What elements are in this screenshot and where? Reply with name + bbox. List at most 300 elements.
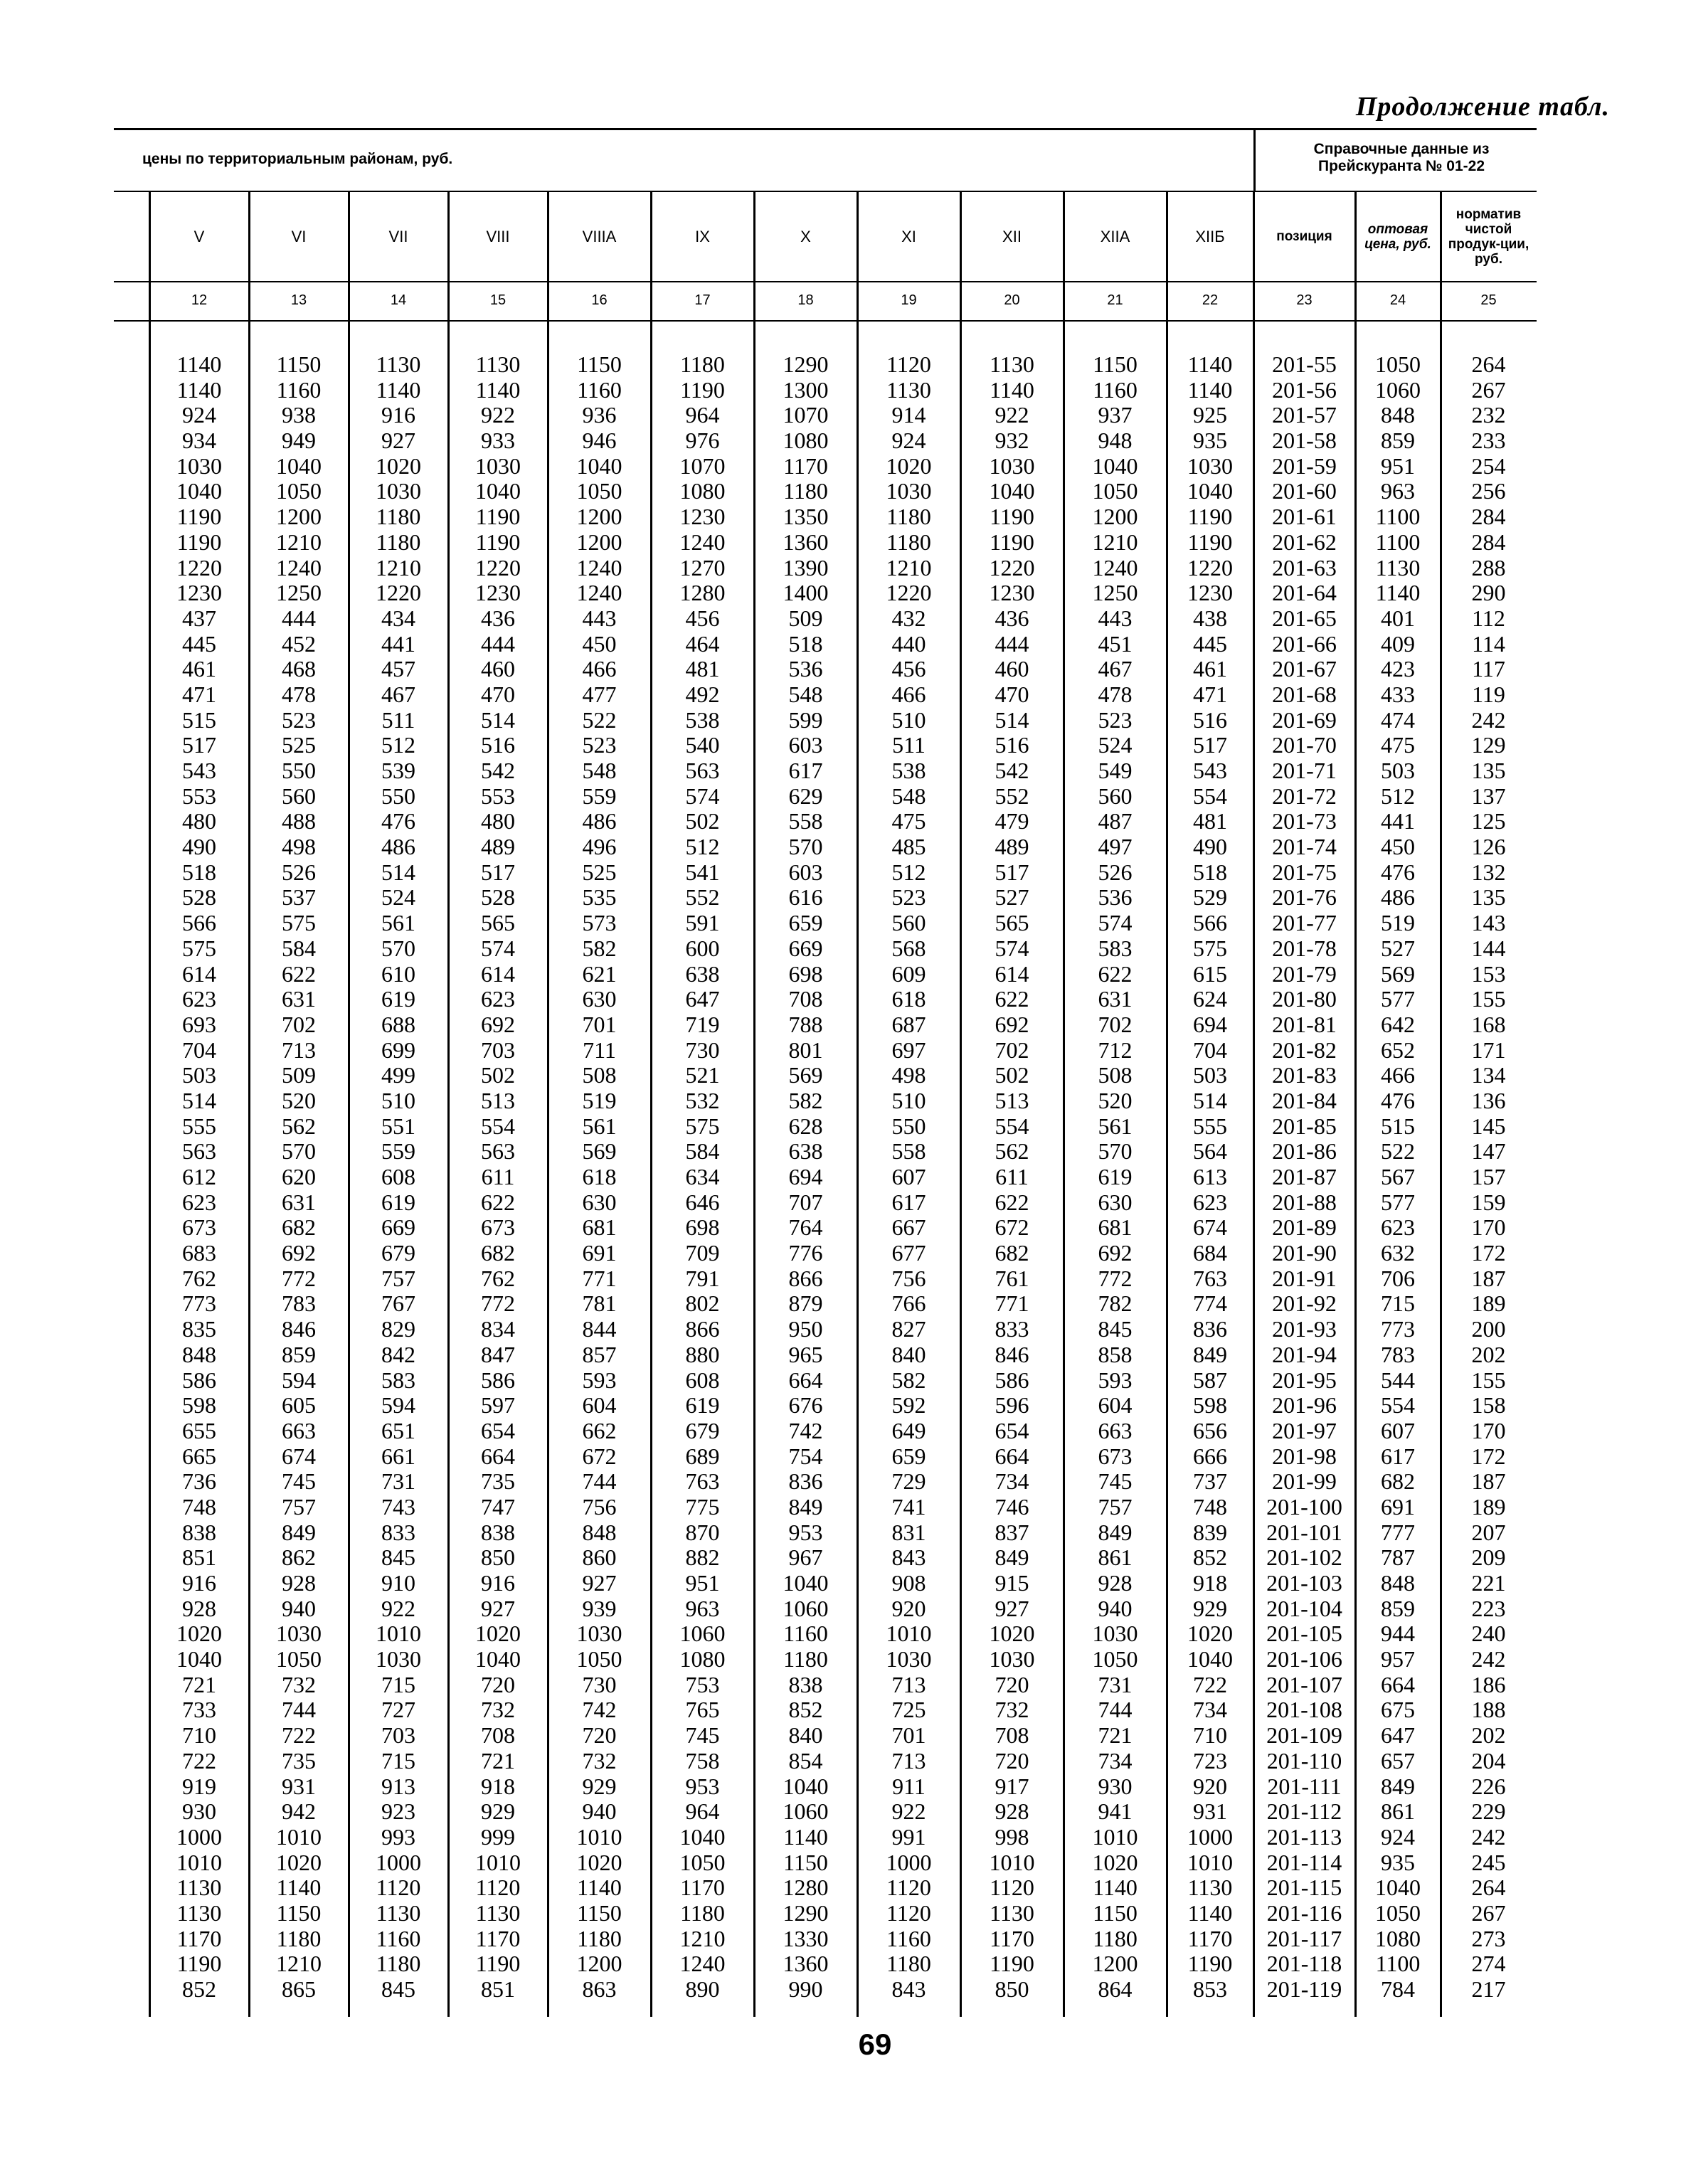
table-cell: 681 [1098, 1214, 1133, 1241]
table-cell: 596 [995, 1392, 1029, 1419]
table-cell: 582 [788, 1087, 823, 1113]
table-cell: 849 [1193, 1341, 1227, 1367]
table-cell: 274 [1471, 1951, 1506, 1977]
table-cell: 836 [788, 1468, 823, 1495]
column-number-3: 14 [390, 292, 407, 308]
table-cell: 1040 [679, 1823, 726, 1850]
table-cell: 476 [381, 808, 415, 834]
table-cell: 946 [582, 428, 617, 454]
table-cell: 657 [1381, 1747, 1415, 1774]
table-cell: 441 [381, 630, 415, 657]
column-header-11: XIIБ [1195, 227, 1225, 245]
table-cell: 1290 [783, 351, 829, 377]
column-number-4: 15 [489, 292, 507, 308]
table-cell: 634 [685, 1164, 720, 1189]
table-cell: 1210 [1092, 529, 1138, 555]
table-cell: 722 [282, 1722, 316, 1749]
table-cell: 743 [381, 1493, 415, 1520]
table-cell: 445 [182, 630, 216, 657]
table-cell: 1150 [276, 351, 322, 377]
table-cell: 523 [582, 732, 617, 758]
table-cell: 684 [1193, 1240, 1227, 1266]
table-cell: 1180 [680, 1899, 725, 1926]
table-cell: 201-89 [1272, 1214, 1337, 1241]
table-cell: 232 [1471, 402, 1506, 428]
table-cell: 1130 [176, 1899, 222, 1926]
table-cell: 1080 [783, 428, 829, 454]
table-cell: 201-119 [1266, 1976, 1342, 2002]
table-cell: 691 [582, 1240, 617, 1266]
table-cell: 1200 [1092, 1951, 1138, 1977]
table-cell: 870 [685, 1519, 720, 1545]
table-cell: 522 [582, 706, 617, 733]
table-cell: 1210 [886, 554, 932, 581]
table-cell: 924 [1381, 1823, 1415, 1850]
table-cell: 1050 [276, 478, 322, 504]
table-cell: 953 [788, 1519, 823, 1545]
table-cell: 1200 [576, 1951, 622, 1977]
table-cell: 940 [282, 1595, 316, 1621]
table-cell: 949 [282, 428, 316, 454]
column-header-3: VII [388, 227, 408, 245]
table-cell: 1240 [1092, 554, 1138, 581]
table-cell: 702 [282, 1011, 316, 1037]
table-cell: 516 [481, 732, 515, 758]
table-cell: 701 [582, 1011, 617, 1037]
table-cell: 922 [891, 1798, 926, 1825]
table-cell: 233 [1471, 428, 1506, 454]
table-cell: 1190 [990, 529, 1034, 555]
table-cell: 577 [1381, 986, 1415, 1012]
table-cell: 674 [1193, 1214, 1227, 1241]
table-cell: 998 [995, 1823, 1029, 1850]
table-cell: 487 [1098, 808, 1133, 834]
table-cell: 607 [891, 1164, 926, 1189]
table-cell: 765 [685, 1697, 720, 1723]
table-cell: 1190 [1187, 1951, 1233, 1977]
column-number-7: 18 [797, 292, 814, 308]
table-cell: 1120 [886, 1899, 931, 1926]
table-cell: 777 [1381, 1519, 1415, 1545]
column-number-14: 25 [1480, 292, 1497, 308]
table-cell: 1220 [1187, 554, 1233, 581]
table-cell: 735 [481, 1468, 515, 1495]
table-cell: 201-64 [1272, 580, 1337, 606]
table-cell: 457 [381, 656, 415, 682]
table-cell: 922 [381, 1595, 415, 1621]
table-cell: 715 [381, 1671, 415, 1697]
table-cell: 1130 [1187, 1875, 1233, 1901]
table-cell: 201-71 [1272, 758, 1337, 783]
table-cell: 527 [1381, 935, 1415, 961]
table-cell: 766 [891, 1290, 926, 1317]
table-cell: 467 [381, 681, 415, 707]
table-cell: 1180 [376, 529, 421, 555]
table-cell: 846 [995, 1341, 1029, 1367]
table-cell: 574 [995, 935, 1029, 961]
table-cell: 1040 [475, 1646, 521, 1673]
table-cell: 603 [788, 859, 823, 885]
table-cell: 594 [282, 1367, 316, 1393]
table-cell: 604 [582, 1392, 617, 1419]
table-cell: 859 [1381, 1595, 1415, 1621]
table-cell: 201-87 [1272, 1164, 1337, 1189]
table-cell: 1020 [886, 452, 932, 479]
table-cell: 1040 [1092, 452, 1138, 479]
table-cell: 851 [182, 1544, 216, 1571]
column-number-9: 20 [1004, 292, 1020, 308]
table-cell: 610 [381, 960, 415, 987]
table-cell: 516 [995, 732, 1029, 758]
table-cell: 914 [891, 402, 926, 428]
table-cell: 1130 [475, 351, 521, 377]
table-cell: 672 [582, 1443, 617, 1469]
table-cell: 460 [995, 656, 1029, 682]
table-cell: 742 [788, 1417, 823, 1443]
table-cell: 1010 [1187, 1849, 1233, 1875]
table-cell: 187 [1471, 1468, 1506, 1495]
table-cell: 518 [1193, 859, 1227, 885]
table-cell: 201-58 [1272, 428, 1337, 454]
table-cell: 756 [891, 1265, 926, 1291]
continuation-caption: Продолжение табл. [1355, 92, 1610, 122]
table-cell: 201-55 [1272, 351, 1337, 377]
table-cell: 1080 [1375, 1925, 1421, 1951]
table-cell: 1040 [576, 452, 622, 479]
table-cell: 528 [481, 884, 515, 911]
column-header-13: оптовая цена, руб. [1364, 221, 1431, 252]
table-cell: 201-99 [1272, 1468, 1337, 1495]
table-cell: 201-88 [1272, 1189, 1337, 1215]
table-cell: 452 [282, 630, 316, 657]
table-cell: 866 [788, 1265, 823, 1291]
table-cell: 607 [1381, 1417, 1415, 1443]
table-cell: 773 [182, 1290, 216, 1317]
table-cell: 551 [381, 1113, 415, 1139]
table-cell: 512 [891, 859, 926, 885]
table-cell: 1000 [376, 1849, 421, 1875]
table-cell: 575 [1193, 935, 1227, 961]
table-cell: 201-73 [1272, 808, 1337, 834]
table-cell: 1010 [276, 1823, 322, 1850]
table-cell: 1170 [1187, 1925, 1233, 1951]
table-cell: 691 [1381, 1493, 1415, 1520]
table-cell: 710 [182, 1722, 216, 1749]
table-cell: 513 [995, 1087, 1029, 1113]
table-cell: 617 [1381, 1443, 1415, 1469]
table-cell: 864 [1098, 1976, 1133, 2002]
column-header-9: XII [1002, 227, 1022, 245]
table-cell: 520 [282, 1087, 316, 1113]
table-cell: 611 [995, 1164, 1029, 1189]
table-cell: 715 [1381, 1290, 1415, 1317]
table-cell: 854 [788, 1747, 823, 1774]
table-cell: 762 [481, 1265, 515, 1291]
column-number-11: 22 [1202, 292, 1219, 308]
table-cell: 536 [1098, 884, 1133, 911]
table-cell: 1220 [886, 580, 932, 606]
table-cell: 591 [685, 910, 720, 936]
table-cell: 849 [995, 1544, 1029, 1571]
table-cell: 1100 [1375, 529, 1421, 555]
table-cell: 539 [381, 758, 415, 783]
table-cell: 1060 [783, 1595, 829, 1621]
table-cell: 171 [1471, 1037, 1506, 1063]
table-cell: 1040 [1187, 478, 1233, 504]
table-cell: 145 [1471, 1113, 1506, 1139]
table-cell: 492 [685, 681, 720, 707]
table-cell: 932 [995, 428, 1029, 454]
table-cell: 170 [1471, 1417, 1506, 1443]
table-cell: 844 [582, 1316, 617, 1342]
table-cell: 731 [1098, 1671, 1133, 1697]
table-cell: 518 [182, 859, 216, 885]
table-cell: 170 [1471, 1214, 1506, 1241]
table-cell: 1140 [1093, 1875, 1138, 1901]
table-cell: 583 [1098, 935, 1133, 961]
table-cell: 927 [995, 1595, 1029, 1621]
table-cell: 1190 [475, 504, 521, 530]
table-cell: 538 [891, 758, 926, 783]
table-cell: 1160 [783, 1621, 828, 1647]
table-cell: 919 [182, 1773, 216, 1799]
table-cell: 918 [481, 1773, 515, 1799]
table-cell: 450 [1381, 834, 1415, 860]
table-cell: 201-93 [1272, 1316, 1337, 1342]
table-cell: 747 [481, 1493, 515, 1520]
table-cell: 558 [788, 808, 823, 834]
table-cell: 713 [891, 1671, 926, 1697]
table-cell: 745 [685, 1722, 720, 1749]
table-cell: 1000 [176, 1823, 222, 1850]
table-cell: 654 [995, 1417, 1029, 1443]
table-cell: 927 [582, 1570, 617, 1596]
table-cell: 666 [1193, 1443, 1227, 1469]
table-cell: 466 [582, 656, 617, 682]
table-cell: 603 [788, 732, 823, 758]
table-cell: 583 [381, 1367, 415, 1393]
table-cell: 659 [788, 910, 823, 936]
data-column-7 [754, 352, 857, 2003]
table-cell: 882 [685, 1544, 720, 1571]
table-cell: 829 [381, 1316, 415, 1342]
table-cell: 201-113 [1266, 1823, 1342, 1850]
table-cell: 934 [182, 428, 216, 454]
table-cell: 701 [891, 1722, 926, 1749]
table-cell: 692 [1098, 1240, 1133, 1266]
table-cell: 734 [1193, 1697, 1227, 1723]
table-cell: 652 [1381, 1037, 1415, 1063]
table-cell: 529 [1193, 884, 1227, 911]
table-cell: 438 [1193, 605, 1227, 631]
table-cell: 201-104 [1266, 1595, 1342, 1621]
table-cell: 933 [481, 428, 515, 454]
table-cell: 1140 [1187, 1899, 1233, 1926]
table-cell: 202 [1471, 1341, 1506, 1367]
table-cell: 240 [1471, 1621, 1506, 1647]
table-cell: 144 [1471, 935, 1506, 961]
table-cell: 673 [1098, 1443, 1133, 1469]
table-cell: 679 [381, 1240, 415, 1266]
table-cell: 772 [1098, 1265, 1133, 1291]
table-cell: 498 [891, 1062, 926, 1088]
table-cell: 497 [1098, 834, 1133, 860]
table-cell: 929 [582, 1773, 617, 1799]
table-cell: 587 [1193, 1367, 1227, 1393]
table-cell: 189 [1471, 1290, 1506, 1317]
table-cell: 1120 [886, 351, 931, 377]
table-cell: 1050 [679, 1849, 726, 1875]
table-cell: 848 [1381, 402, 1415, 428]
table-cell: 201-117 [1266, 1925, 1342, 1951]
table-cell: 264 [1471, 351, 1506, 377]
table-cell: 1140 [475, 376, 521, 403]
table-cell: 201-76 [1272, 884, 1337, 911]
table-cell: 722 [182, 1747, 216, 1774]
table-cell: 594 [381, 1392, 415, 1419]
column-header-5: VIIIA [582, 227, 617, 245]
table-cell: 741 [891, 1493, 926, 1520]
column-header-2: VI [291, 227, 307, 245]
table-cell: 831 [891, 1519, 926, 1545]
table-cell: 744 [1098, 1697, 1133, 1723]
table-cell: 564 [1193, 1138, 1227, 1165]
table-cell: 486 [582, 808, 617, 834]
table-cell: 168 [1471, 1011, 1506, 1037]
table-cell: 863 [582, 1976, 617, 2002]
table-cell: 783 [282, 1290, 316, 1317]
table-cell: 679 [685, 1417, 720, 1443]
table-cell: 1050 [1375, 351, 1421, 377]
group-header-reference-line1: Справочные данные из [1313, 141, 1490, 157]
table-cell: 929 [1193, 1595, 1227, 1621]
table-cell: 942 [282, 1798, 316, 1825]
table-cell: 937 [1098, 402, 1133, 428]
table-cell: 201-79 [1272, 960, 1337, 987]
table-cell: 1160 [1093, 376, 1138, 403]
table-cell: 440 [891, 630, 926, 657]
table-cell: 861 [1098, 1544, 1133, 1571]
table-cell: 703 [381, 1722, 415, 1749]
table-cell: 481 [1193, 808, 1227, 834]
table-cell: 464 [685, 630, 720, 657]
table-cell: 1100 [1375, 504, 1421, 530]
table-cell: 1060 [783, 1798, 829, 1825]
column-number-13: 24 [1389, 292, 1406, 308]
table-cell: 708 [788, 986, 823, 1012]
table-cell: 758 [685, 1747, 720, 1774]
table-cell: 865 [282, 1976, 316, 2002]
table-cell: 1040 [276, 452, 322, 479]
table-cell: 599 [788, 706, 823, 733]
group-divider [1253, 128, 1256, 191]
page-number: 69 [858, 2027, 892, 2061]
table-cell: 489 [481, 834, 515, 860]
table-cell: 1240 [276, 554, 322, 581]
table-cell: 1020 [276, 1849, 322, 1875]
table-cell: 1140 [990, 376, 1034, 403]
table-cell: 1040 [783, 1570, 829, 1596]
table-cell: 613 [1193, 1164, 1227, 1189]
table-cell: 611 [481, 1164, 515, 1189]
table-cell: 655 [182, 1417, 216, 1443]
table-cell: 461 [1193, 656, 1227, 682]
table-cell: 673 [182, 1214, 216, 1241]
table-cell: 866 [685, 1316, 720, 1342]
table-cell: 849 [1098, 1519, 1133, 1545]
table-cell: 838 [481, 1519, 515, 1545]
table-cell: 112 [1472, 605, 1505, 631]
table-cell: 734 [995, 1468, 1029, 1495]
table-cell: 835 [182, 1316, 216, 1342]
table-cell: 1140 [176, 351, 222, 377]
table-cell: 461 [182, 656, 216, 682]
table-cell: 468 [282, 656, 316, 682]
table-cell: 1040 [1187, 1646, 1233, 1673]
table-cell: 711 [583, 1037, 616, 1063]
table-cell: 553 [481, 783, 515, 809]
table-cell: 600 [685, 935, 720, 961]
table-cell: 1010 [1092, 1823, 1138, 1850]
table-cell: 532 [685, 1087, 720, 1113]
table-cell: 734 [1098, 1747, 1133, 1774]
table-cell: 698 [685, 1214, 720, 1241]
table-cell: 771 [582, 1265, 617, 1291]
table-cell: 756 [582, 1493, 617, 1520]
table-cell: 704 [182, 1037, 216, 1063]
table-cell: 256 [1471, 478, 1506, 504]
table-cell: 623 [1381, 1214, 1415, 1241]
table-cell: 706 [1381, 1265, 1415, 1291]
table-cell: 1210 [276, 529, 322, 555]
table-cell: 476 [1381, 859, 1415, 885]
table-cell: 762 [182, 1265, 216, 1291]
data-column-10 [1064, 352, 1167, 2003]
table-cell: 1250 [276, 580, 322, 606]
table-cell: 953 [685, 1773, 720, 1799]
table-cell: 682 [481, 1240, 515, 1266]
table-cell: 1180 [1093, 1925, 1138, 1951]
table-cell: 702 [1098, 1011, 1133, 1037]
table-cell: 849 [788, 1493, 823, 1520]
table-cell: 694 [1193, 1011, 1227, 1037]
table-cell: 515 [182, 706, 216, 733]
table-cell: 616 [788, 884, 823, 911]
table-cell: 999 [481, 1823, 515, 1850]
table-cell: 631 [282, 986, 316, 1012]
table-cell: 267 [1471, 1899, 1506, 1926]
table-cell: 560 [891, 910, 926, 936]
table-cell: 201-65 [1272, 605, 1337, 631]
table-cell: 1030 [176, 452, 222, 479]
table-cell: 735 [282, 1747, 316, 1774]
table-cell: 254 [1471, 452, 1506, 479]
table-cell: 646 [685, 1189, 720, 1215]
table-cell: 201-69 [1272, 706, 1337, 733]
table-cell: 622 [481, 1189, 515, 1215]
table-cell: 713 [282, 1037, 316, 1063]
table-cell: 570 [1098, 1138, 1133, 1165]
table-cell: 911 [892, 1773, 926, 1799]
table-cell: 843 [891, 1544, 926, 1571]
table-cell: 647 [1381, 1722, 1415, 1749]
table-cell: 1130 [990, 351, 1034, 377]
table-cell: 928 [995, 1798, 1029, 1825]
table-cell: 619 [685, 1392, 720, 1419]
table-cell: 833 [995, 1316, 1029, 1342]
table-cell: 201-77 [1272, 910, 1337, 936]
data-column-4 [448, 352, 548, 2003]
